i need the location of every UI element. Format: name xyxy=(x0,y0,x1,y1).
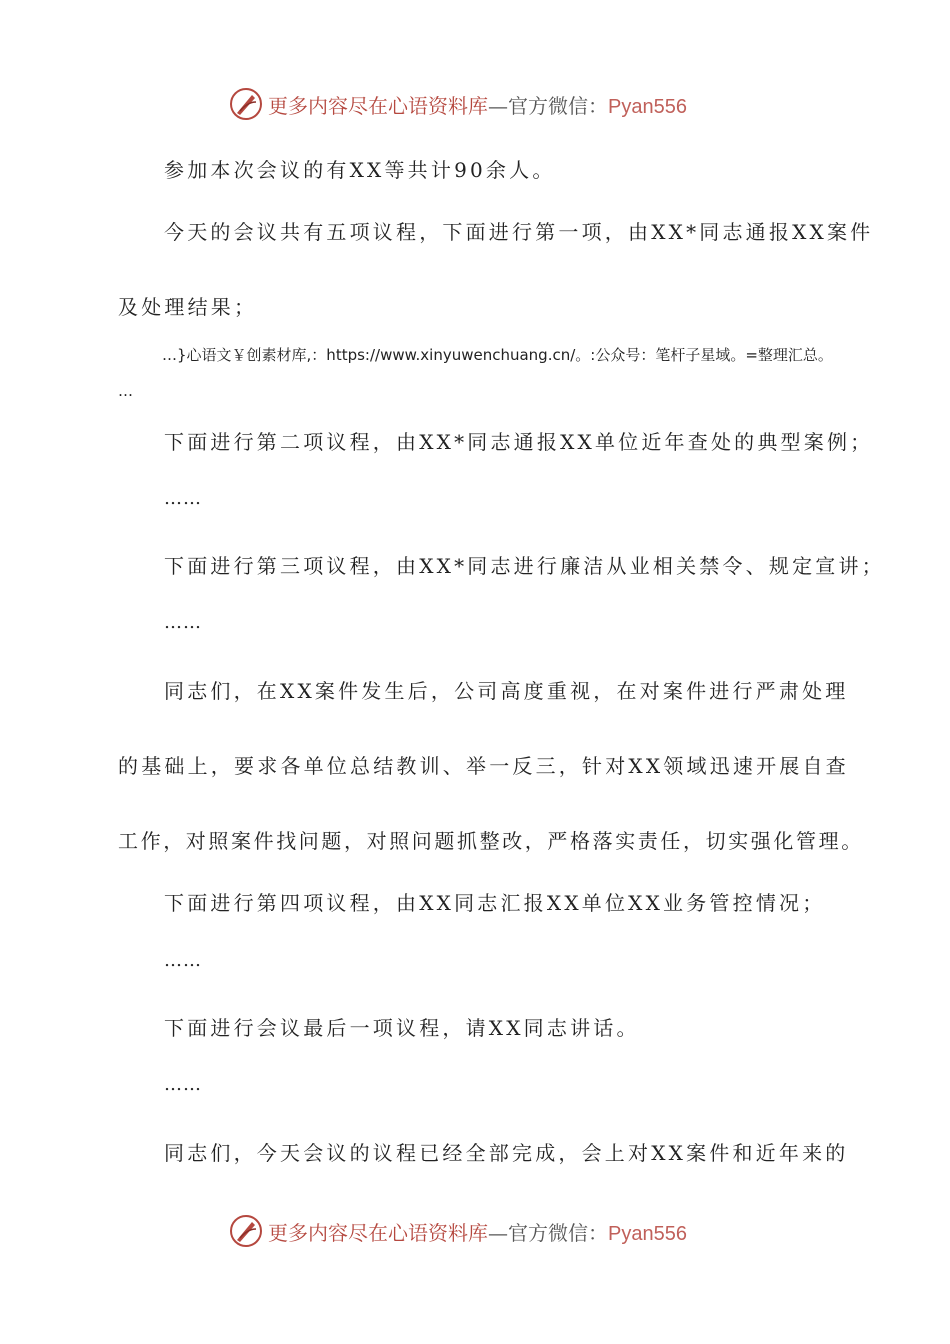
paragraph-3: 下面进行第二项议程，由XX*同志通报XX单位近年查处的典型案例； xyxy=(164,430,874,454)
banner-wechat-id: Pyan556 xyxy=(608,96,687,118)
ellipsis-3: …… xyxy=(164,950,202,971)
paragraph-5-line-1: 同志们，在XX案件发生后，公司高度重视，在对案件进行严肃处理 xyxy=(164,679,849,703)
paragraph-4: 下面进行第三项议程，由XX*同志进行廉洁从业相关禁令、规定宣讲； xyxy=(164,554,885,578)
banner-wechat-label: —官方微信： xyxy=(488,1221,608,1245)
paragraph-1: 参加本次会议的有XX等共计90余人。 xyxy=(164,158,556,182)
quill-pen-logo-icon xyxy=(228,1213,264,1249)
ellipsis-2: …… xyxy=(164,612,202,633)
banner-title: 更多内容尽在心语资料库 xyxy=(268,1221,488,1245)
ellipsis-1: …… xyxy=(164,488,202,509)
banner-text xyxy=(268,90,687,119)
footer-banner xyxy=(0,1211,950,1251)
watermark-line-1: …}心语文￥创素材库,：https://www.xinyuwenchuang.cn/。:公众号：笔杆子星域。=整理汇总。 xyxy=(162,346,833,364)
paragraph-7: 下面进行会议最后一项议程，请XX同志讲话。 xyxy=(164,1016,640,1040)
paragraph-2-line-1: 今天的会议共有五项议程，下面进行第一项，由XX*同志通报XX案件 xyxy=(164,220,874,244)
banner-wechat-id: Pyan556 xyxy=(608,1223,687,1245)
quill-pen-logo-icon xyxy=(228,86,264,122)
ellipsis-4: …… xyxy=(164,1074,202,1095)
header-banner xyxy=(0,84,950,124)
paragraph-5-line-3: 工作，对照案件找问题，对照问题抓整改，严格落实责任，切实强化管理。 xyxy=(118,829,864,853)
paragraph-6: 下面进行第四项议程，由XX同志汇报XX单位XX业务管控情况； xyxy=(164,891,826,915)
banner-text xyxy=(268,1217,687,1246)
banner-wechat-label: —官方微信： xyxy=(488,94,608,118)
paragraph-8: 同志们，今天会议的议程已经全部完成，会上对XX案件和近年来的 xyxy=(164,1141,849,1165)
watermark-line-2: … xyxy=(118,382,133,400)
banner-title: 更多内容尽在心语资料库 xyxy=(268,94,488,118)
paragraph-2-line-2: 及处理结果； xyxy=(118,295,258,319)
paragraph-5-line-2: 的基础上，要求各单位总结教训、举一反三，针对XX领域迅速开展自查 xyxy=(118,754,849,778)
